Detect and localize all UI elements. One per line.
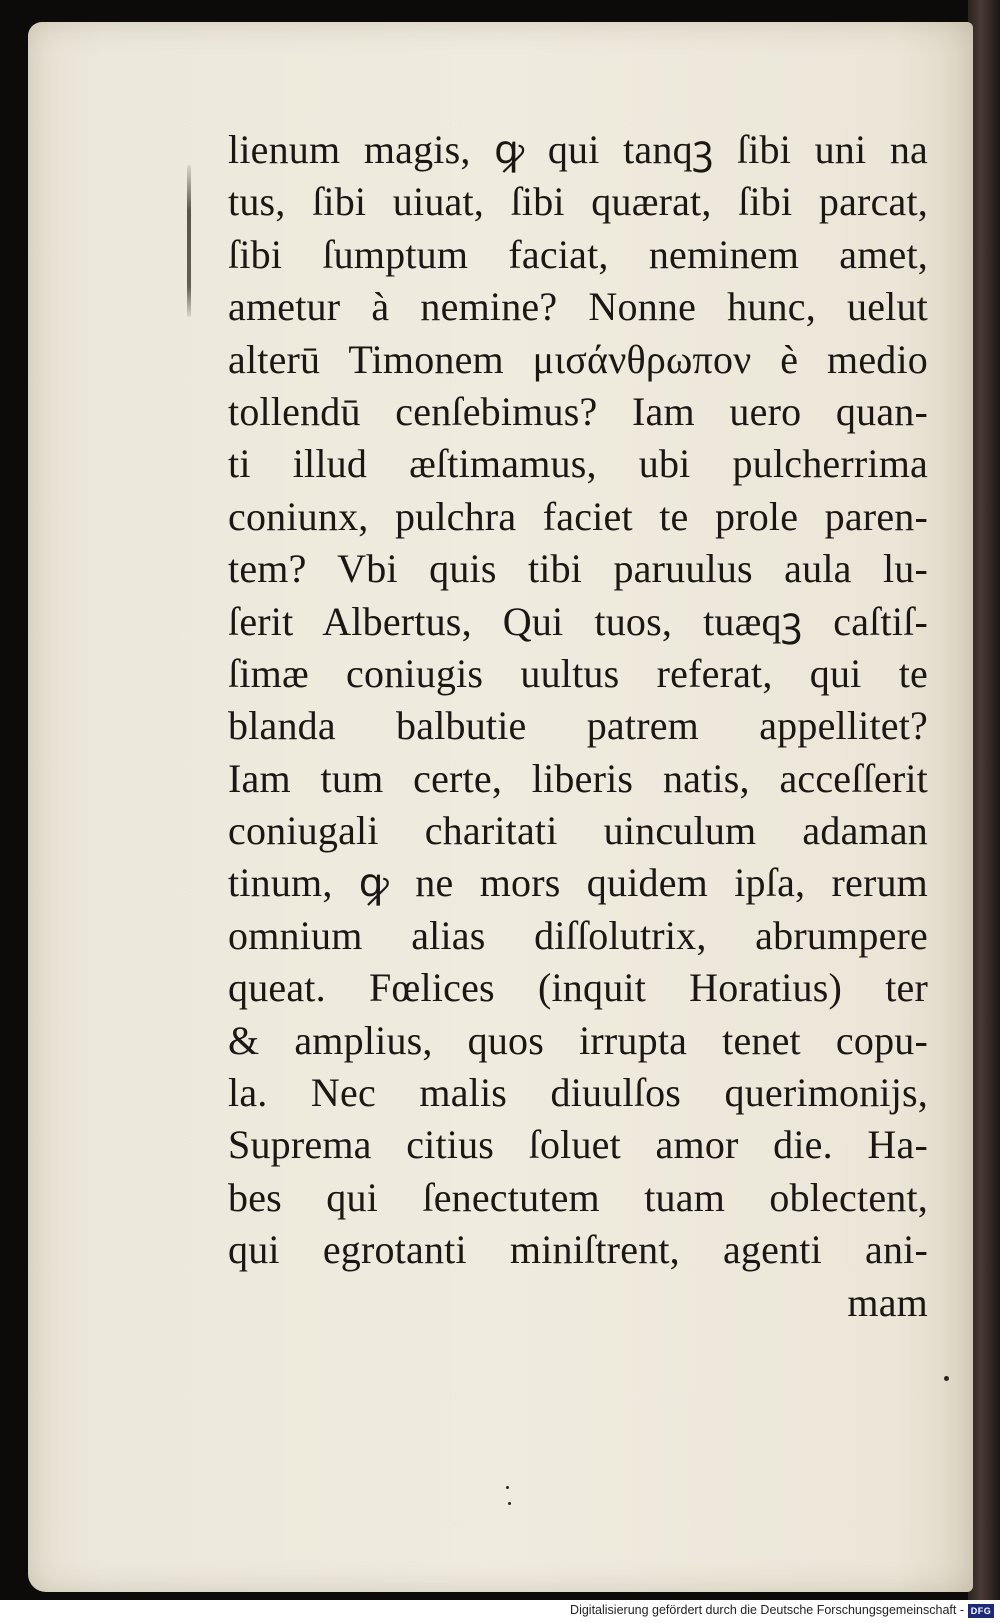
- text-line: Iam tum certe, liberis natis, acceſſerit: [228, 755, 928, 801]
- text-line: Suprema citius ſoluet amor die. Ha-: [228, 1122, 928, 1168]
- text-line: bes qui ſenectutem tuam oblectent,: [228, 1174, 928, 1220]
- funding-credit: Digitalisierung gefördert durch die Deutsche Forschungsgemeinschaft -: [570, 1603, 964, 1617]
- text-line: tollendū cenſebimus? Iam uero quan-: [228, 388, 928, 434]
- text-line: blanda balbutie patrem appellitet?: [228, 703, 928, 749]
- page-speck: [506, 1486, 509, 1489]
- text-line: ſibi ſumptum faciat, neminem amet,: [228, 231, 928, 277]
- text-line: queat. Fœlices (inquit Horatius) ter: [228, 965, 928, 1011]
- text-line: coniugali charitati uinculum adaman: [228, 808, 928, 854]
- page-text: [228, 124, 928, 1329]
- text-line: lienum magis, ꝙ qui tanqꝫ ſibi uni na: [228, 127, 928, 172]
- text-line: tinum, ꝙ ne mors quidem ipſa, rerum: [228, 860, 928, 906]
- dfg-logo: DFG: [968, 1604, 994, 1618]
- page-speck: [944, 1376, 949, 1381]
- text-line: tem? Vbi quis tibi paruulus aula lu-: [228, 546, 928, 592]
- digitization-footer: [0, 1600, 1000, 1623]
- text-line: tus, ſibi uiuat, ſibi quærat, ſibi parcat,: [228, 179, 928, 225]
- margin-pen-mark: [187, 165, 191, 317]
- text-line: ſimæ coniugis uultus referat, qui te: [228, 650, 928, 696]
- text-line: coniunx, pulchra faciet te prole paren-: [228, 493, 928, 539]
- page-speck: [508, 1502, 511, 1505]
- text-line: & amplius, quos irrupta tenet copu-: [228, 1017, 928, 1063]
- text-line: alterū Timonem μισάνθρωπον è medio: [228, 336, 928, 382]
- text-line: omnium alias diſſolutrix, abrumpere: [228, 912, 928, 958]
- text-line: ſerit Albertus, Qui tuos, tuæqꝫ caſtiſ-: [228, 598, 928, 644]
- text-line: la. Nec malis diuulſos querimonijs,: [228, 1070, 928, 1116]
- text-line: qui egrotanti miniſtrent, agenti ani-: [228, 1227, 928, 1273]
- catchword: mam: [847, 1279, 928, 1325]
- text-line: ti illud æſtimamus, ubi pulcherrima: [228, 441, 928, 487]
- text-line: ametur à nemine? Nonne hunc, uelut: [228, 284, 928, 330]
